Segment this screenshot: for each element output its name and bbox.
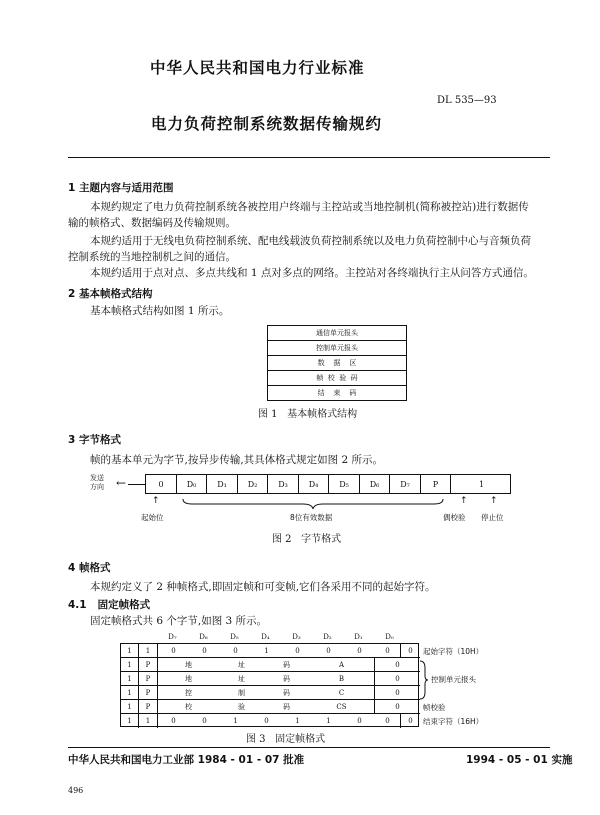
fig3-cell: 1: [139, 714, 158, 728]
fig3-col-header: D₇: [168, 633, 177, 641]
fig1-row: 结 束 码: [317, 389, 357, 397]
stop-bit-arrow: ↑: [490, 496, 498, 506]
bit-cell: D₆: [360, 475, 390, 493]
fig3-cell: 0: [375, 714, 401, 728]
fig3-label-end: 结束字符（16H）: [423, 717, 484, 726]
fig1-caption: 图 1 基本帧格式结构: [258, 409, 358, 420]
start-bit-label: 起始位: [141, 513, 164, 522]
fig3-cell: 1: [121, 714, 139, 728]
section-3-heading: 3 字节格式: [68, 434, 121, 446]
fig3-col-header: D₃: [292, 633, 301, 641]
fig3-cell: P: [139, 658, 158, 672]
fig3-col-header: D₁: [354, 633, 363, 641]
fig3-cell: 验: [219, 700, 264, 714]
fig3-cell: P: [139, 686, 158, 700]
fig3-col-header: D₄: [261, 633, 270, 641]
fig3-cell: 码: [264, 672, 309, 686]
data-bits-label: 8位有效数据: [290, 513, 333, 522]
document-title: 电力负荷控制系统数据传输规约: [151, 115, 383, 133]
fig3-cell: 1: [295, 717, 300, 725]
fig3-cell: B: [309, 672, 375, 686]
fig3-cell: 址: [219, 672, 264, 686]
fig3-cell: 校: [158, 700, 219, 714]
fig3-cell: 码: [264, 686, 309, 700]
fig3-cell: 1: [139, 644, 158, 658]
send-direction-arrow: ←: [116, 476, 127, 490]
fig3-cell: 码: [264, 658, 309, 672]
fig1-row: 帧 校 验 码: [268, 371, 406, 386]
page-number: 496: [68, 786, 84, 795]
arrow-line: [128, 484, 145, 485]
fig3-cell: 控: [158, 686, 219, 700]
fig3-cell: 制: [219, 686, 264, 700]
fig3-cell: 0: [408, 717, 413, 725]
stop-bit-label: 停止位: [481, 513, 504, 522]
fig3-cell: 0: [313, 644, 344, 658]
s4-para1: 本规约定义了 2 种帧格式,即固定帧和可变帧,它们各采用不同的起始字符。: [90, 581, 436, 593]
fig3-label-checksum: 帧校验: [423, 703, 446, 712]
bit-cell: 0: [146, 475, 177, 493]
bit-cell: D₅: [329, 475, 360, 493]
fig3-cell: 0: [375, 672, 420, 686]
fig3-cell: 0: [375, 644, 401, 658]
fig3-cell: 1: [233, 717, 238, 725]
section-1-heading: 1 主题内容与适用范围: [68, 182, 174, 194]
data-bits-brace: [182, 497, 444, 511]
fig3-label-start: 起始字符（10H）: [423, 647, 484, 656]
s2-para1: 基本帧格式结构如图 1 所示。: [90, 305, 230, 317]
section-4-heading: 4 帧格式: [68, 562, 111, 574]
bit-cell: D₁: [207, 475, 238, 493]
fig3-cell: CS: [309, 700, 375, 714]
fig3-cell: 1: [121, 644, 139, 658]
fig1-frame-structure: [267, 325, 407, 401]
fig3-cell: 0: [220, 644, 251, 658]
fig3-cell: 1: [121, 700, 139, 714]
send-direction-label: 发送 方向: [90, 474, 104, 491]
parity-arrow: ↑: [460, 496, 468, 506]
bit-cell: 1: [478, 479, 485, 489]
fig3-cell: 1: [121, 672, 139, 686]
fig3-cell: 址: [219, 658, 264, 672]
fig3-column-headers: [157, 631, 407, 643]
bit-cell: D₃: [268, 475, 299, 493]
fig3-cell: 0: [344, 644, 375, 658]
byte-format-row: [145, 474, 511, 494]
fig3-cell: 0: [202, 717, 207, 725]
fig3-cell: 0: [189, 644, 220, 658]
fig3-cell: 0: [375, 658, 420, 672]
fig3-cell: 1: [121, 658, 139, 672]
bit-cell: D₂: [238, 475, 268, 493]
fig3-cell: 1: [121, 686, 139, 700]
fig3-cell: P: [139, 672, 158, 686]
bit-cell: D₄: [299, 475, 329, 493]
approval-date: 中华人民共和国电力工业部 1984 - 01 - 07 批准: [68, 754, 305, 766]
effective-date: 1994 - 05 - 01 实施: [466, 754, 573, 766]
s3-para1: 帧的基本单元为字节,按异步传输,其具体格式规定如图 2 所示。: [90, 454, 384, 466]
fig1-row: 通信单元报头: [268, 326, 406, 341]
fig3-cell: C: [309, 686, 375, 700]
fig3-cell: 0: [357, 717, 362, 725]
fig3-cell: 0: [375, 700, 420, 714]
s1-para1-line1: 本规约规定了电力负荷控制系统各被控用户终端与主控站或当地控制机(简称被控站)进行数据传: [90, 201, 529, 213]
fig3-cell: 0: [401, 644, 420, 658]
fig3-cell: 0: [264, 717, 269, 725]
bit-cell: D₀: [177, 475, 207, 493]
section-4-1-heading: 4.1 固定帧格式: [68, 599, 151, 611]
fig3-col-header: D₂: [323, 633, 332, 641]
fig1-row: 数 据 区: [268, 356, 406, 371]
fig3-cell: P: [139, 700, 158, 714]
fig3-cell: 码: [264, 700, 309, 714]
standard-org-title: 中华人民共和国电力行业标准: [150, 59, 365, 77]
fig3-cell: 1: [326, 717, 331, 725]
s1-para3: 本规约适用于点对点、多点共线和 1 点对多点的网络。主控站对各终端执行主从问答方式通信。: [90, 267, 534, 279]
parity-bit-label: 偶校验: [443, 513, 466, 522]
fig3-ctrl-brace: [419, 660, 429, 700]
standard-code: DL 535—93: [437, 95, 497, 106]
fig3-col-header: D₅: [230, 633, 239, 641]
fig2-caption: 图 2 字节格式: [272, 534, 342, 545]
bit-cell: P: [421, 475, 451, 493]
s1-para1-line2: 输的帧格式、数据编码及传输规则。: [68, 217, 236, 229]
fig3-caption: 图 3 固定帧格式: [246, 734, 326, 745]
s4-1-para1: 固定帧格式共 6 个字节,如图 3 所示。: [90, 615, 268, 627]
fig3-cell: 0: [375, 686, 420, 700]
bit-cell: D₇: [390, 475, 421, 493]
fig3-fixed-frame-table: [120, 643, 419, 727]
fig3-col-header: D₆: [199, 633, 208, 641]
fig3-cell: A: [309, 658, 375, 672]
fig3-cell: 0: [158, 644, 189, 658]
fig3-cell: 地: [158, 672, 219, 686]
s1-para2-line1: 本规约适用于无线电负荷控制系统、配电线载波负荷控制系统以及电力负荷控制中心与音频负荷: [90, 235, 531, 247]
header-divider: [68, 157, 550, 158]
fig1-row: 控制单元报头: [268, 341, 406, 356]
fig3-col-header: D₀: [385, 633, 394, 641]
fig3-cell: 0: [171, 717, 176, 725]
footer-divider: [68, 747, 550, 748]
fig3-cell: 地: [158, 658, 219, 672]
s1-para2-line2: 控制系统的当地控制机之间的通信。: [68, 251, 236, 263]
start-bit-arrow: ↑: [152, 496, 160, 506]
fig3-cell: 0: [282, 644, 313, 658]
fig3-cell: 1: [251, 644, 282, 658]
fig3-label-ctrl: 控制单元报头: [431, 675, 476, 684]
section-2-heading: 2 基本帧格式结构: [68, 288, 153, 300]
